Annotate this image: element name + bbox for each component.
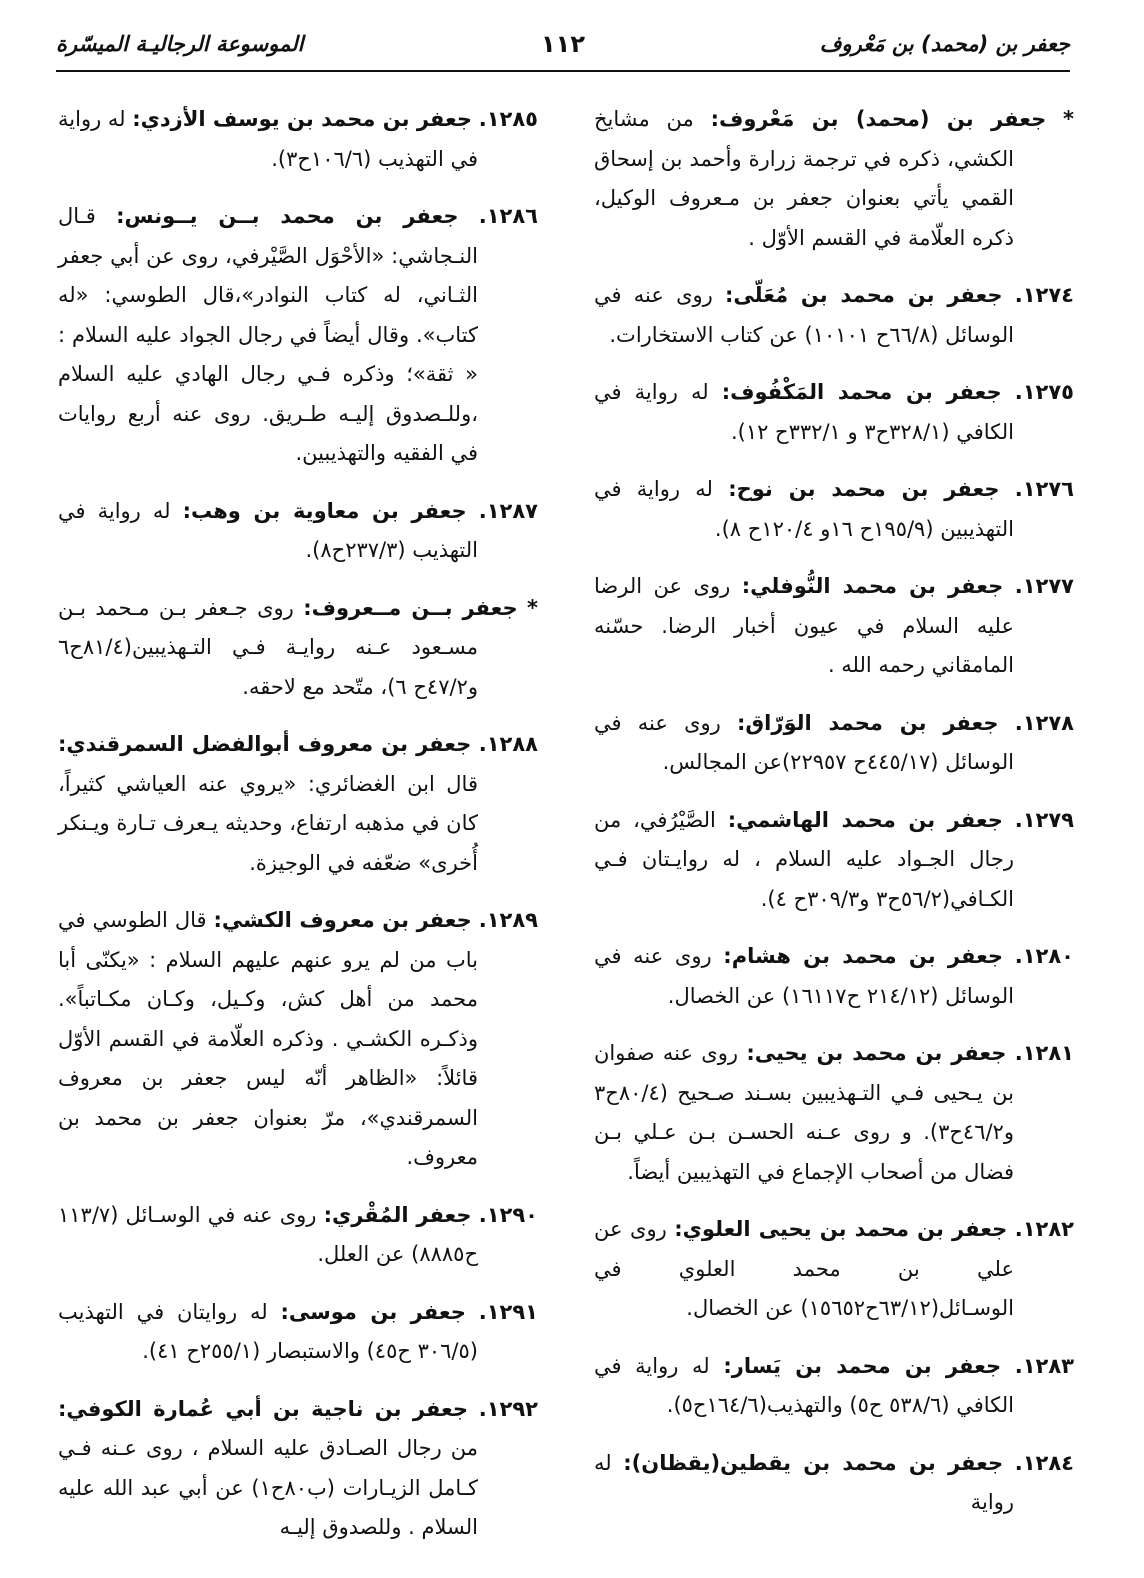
- entry-number: ١٢٨١.: [1014, 1041, 1074, 1065]
- right-column: [594, 100, 1074, 1541]
- entry: [58, 1390, 538, 1548]
- entry-text: الصَّيْرُفي، من رجال الجـواد عليه السلام ، له روايـتان فـي الكـافي(٥٦/٢ح٣ و٣٠٩/٣ح ٤).: [594, 807, 1014, 911]
- entry-name: جعفر بن محمد الهاشمي:: [727, 807, 1003, 832]
- entry-text: روى عنه صفوان بن يـحيى فـي التـهذيبين بسـند صـحيح (٨٠/٤ح٣ و٤٦/٢ح٣). و روى عـنه الحسـن بـن عـلي بـن فضال من أصحاب الإجماع في التهذيبين أيضاً.: [594, 1041, 1014, 1184]
- entry-number: ١٢٧٤.: [1014, 283, 1074, 307]
- entry-name: جعفر بن معروف أبوالفضل السمرقندي:: [58, 732, 472, 756]
- entry-name: جعفر بن موسى:: [280, 1299, 466, 1324]
- entry: [594, 100, 1074, 258]
- entry-text: روى عن الرضا عليه السلام في عيون أخبار الرضا. حسّنه المامقاني رحمه الله .: [594, 574, 1014, 677]
- entry-text: قال الطوسي في باب من لم يرو عنهم عليهم السلام : «يكنّى أبا محمد من أهل كش، وكـيل، وكـان مكـاتباً». وذكـره الكشـي . وذكره العلّامة في القسم الأوّل قائلاً: «الظاهر أنّه ليس جعفر بن معروف السمرقندي»، مرّ بعنوان جعفر بن محمد بن معروف.: [58, 908, 478, 1169]
- entry-text: له رواية في التهذيب (٢٣٧/٣ح٨).: [58, 498, 478, 562]
- entry-text: قـال النـجاشي: «الأحْوَل الصَّيْرفي، روى عن أبي جعفر الثـاني، له كتاب النوادر»،قال الطوسي: «له كتاب». وقال أيضاً في رجال الجواد عليه السلام : « ثقة»؛ وذكره فـي رجال الهادي عليه السلام ،وللـصدوق إليـه طـريق. روى عنه أربع روايات في الفقيه والتهذيبين.: [58, 204, 478, 465]
- entry-text: من مشايخ الكشي، ذكره في ترجمة زرارة وأحمد بن إسحاق القمي يأتي بعنوان جعفر بن مـعروف الوكيل، ذكره العلّامة في القسم الأوّل .: [594, 107, 1014, 250]
- entry: [594, 801, 1074, 920]
- entry: [58, 197, 538, 474]
- entry-name: جعفر بن محمد بن هشام:: [723, 944, 1004, 968]
- entry-name: جعفر بن محمد النُّوفلي:: [741, 574, 1004, 598]
- entry-number: ١٢٩١.: [478, 1299, 538, 1324]
- entry-name: جعفر بن محمد بن يقطين(يقظان):: [623, 1450, 1004, 1475]
- entry-name: جعفر بن محمد بن يحيى:: [746, 1041, 1007, 1065]
- entry-number: ١٢٨٢.: [1014, 1217, 1074, 1241]
- entry: [594, 1210, 1074, 1329]
- entry: [58, 901, 538, 1178]
- entry-text: قال ابن الغضائري: «يروي عنه العياشي كثيراً، كان في مذهبه ارتفاع، وحديثه يـعرف تـارة ويـنكر أُخرى» ضعّفه في الوجيزة.: [58, 771, 478, 875]
- entry: [594, 1444, 1074, 1523]
- entry: [58, 100, 538, 179]
- entry-name: جعفر بــن مــعروف:: [303, 595, 518, 620]
- entry-name: جعفر المُقْري:: [323, 1202, 472, 1227]
- entry-name: جعفر بن محمد بن يوسف الأزدي:: [132, 107, 473, 131]
- entry-number: ١٢٧٦.: [1014, 477, 1074, 501]
- entry-name: جعفر بن محمد بن مُعَلّى:: [725, 283, 1003, 307]
- entry-number: ١٢٨٩.: [478, 908, 538, 932]
- entry-text: روى عنه في الوسائل (٢١٤/١٢ ح١٦١١٧) عن الخصال.: [594, 944, 1014, 1008]
- entry: [594, 1034, 1074, 1192]
- entry-number: ١٢٨٧.: [478, 498, 538, 523]
- entry: [594, 567, 1074, 686]
- entry-number: ١٢٧٧.: [1014, 574, 1074, 598]
- entry-name: جعفر بن محمد بن يَسار:: [723, 1353, 1002, 1378]
- entry-text: روى عن علي بن محمد العلوي في الوسـائل(٦٣/١٢ح١٥٦٥٢) عن الخصال.: [594, 1217, 1014, 1320]
- entry-number: ١٢٨٦.: [478, 204, 538, 228]
- page-number: ١١٢: [541, 30, 585, 58]
- entry: [594, 276, 1074, 355]
- entry: [58, 589, 538, 708]
- entry-text: له رواية في التهذيبين (١٩٥/٩ح ١٦و ١٢٠/٤ح ٨).: [594, 477, 1014, 541]
- entry: [58, 492, 538, 571]
- entry-name: جعفر بن محمد بن نوح:: [728, 477, 1000, 501]
- entry-name: جعفر بن ناجية بن أبي عُمارة الكوفي:: [58, 1396, 469, 1421]
- entry: [594, 373, 1074, 452]
- entry-text: روى عنه في الوسـائل (١١٣/٧ ح٨٨٨٥) عن العلل.: [58, 1202, 478, 1266]
- entry-number: *: [527, 595, 539, 620]
- left-column: [58, 100, 538, 1566]
- entry-text: له رواية: [594, 1450, 1014, 1514]
- entry-number: ١٢٨٣.: [1014, 1353, 1074, 1378]
- entry-text: روى جـعفر بـن مـحمد بـن مسـعود عـنه روايـة فـي التـهذيبين(٨١/٤ح٦ و٤٧/٢ح ٦)، متّحد مع لاحقه.: [58, 595, 478, 699]
- entry-name: جعفر بن محمد بن يحيى العلوي:: [674, 1217, 1008, 1241]
- entry-number: ١٢٩٠.: [478, 1202, 538, 1227]
- running-title-right: جعفر بن (محمد) بن مَعْروف: [819, 32, 1070, 56]
- entry-name: جعفر بن معاوية بن وهب:: [182, 498, 467, 523]
- entry-number: ١٢٧٥.: [1014, 380, 1074, 404]
- entry: [594, 704, 1074, 783]
- entry: [594, 937, 1074, 1016]
- entry-text: له رواية في التهذيب (١٠٦/٦ح٣).: [58, 107, 478, 171]
- entry-number: ١٢٨٤.: [1014, 1450, 1074, 1475]
- entry: [58, 1293, 538, 1372]
- entry-name: جعفر بن محمد المَكْفُوف:: [721, 380, 1002, 404]
- entry-text: له رواية في الكافي (٣٢٨/١ح٣ و ٣٣٢/١ح ١٢).: [594, 380, 1014, 444]
- entry-number: ١٢٨٨.: [478, 732, 538, 756]
- entry-text: له رواية في الكافي (٥٣٨/٦ ح٥) والتهذيب(١٦٤/٦ح٥).: [594, 1353, 1014, 1417]
- entry-text: روى عنه في الوسائل (٤٤٥/١٧ح ٢٢٩٥٧)عن المجالس.: [594, 710, 1014, 774]
- entry-name: جعفر بن محمد الوَرّاق:: [737, 710, 999, 735]
- entry-number: *: [1063, 107, 1074, 131]
- entry-text: من رجال الصـادق عليه السلام ، روى عـنه فـي كـامل الزيـارات (ب٨٠ح١) عن أبي عبد الله عليه السلام . وللصدوق إليـه: [58, 1436, 478, 1539]
- entry-name: جعفر بن معروف الكشي:: [213, 908, 472, 932]
- page-header: [56, 28, 1070, 72]
- entry-name: جعفر بن (محمد) بن مَعْروف:: [710, 107, 1047, 131]
- entry: [594, 1347, 1074, 1426]
- entry: [594, 470, 1074, 549]
- entry-number: ١٢٩٢.: [478, 1396, 538, 1421]
- entry-text: روى عنه في الوسائل (٦٦/٨ح ١٠١٠١) عن كتاب الاستخارات.: [594, 283, 1014, 347]
- running-title-left: الموسوعة الرجاليـة الميسّرة: [56, 32, 304, 56]
- entry: [58, 725, 538, 883]
- entry-number: ١٢٧٩.: [1014, 807, 1074, 832]
- entry-text: له روايتان في التهذيب (٣٠٦/٥ ح٤٥) والاستبصار (٢٥٥/١ح ٤١).: [58, 1299, 478, 1363]
- entry: [58, 1196, 538, 1275]
- entry-number: ١٢٨٥.: [478, 107, 538, 131]
- entry-name: جعفر بن محمد بــن يــونس:: [116, 204, 459, 228]
- entry-number: ١٢٧٨.: [1014, 710, 1074, 735]
- entry-number: ١٢٨٠.: [1014, 944, 1074, 968]
